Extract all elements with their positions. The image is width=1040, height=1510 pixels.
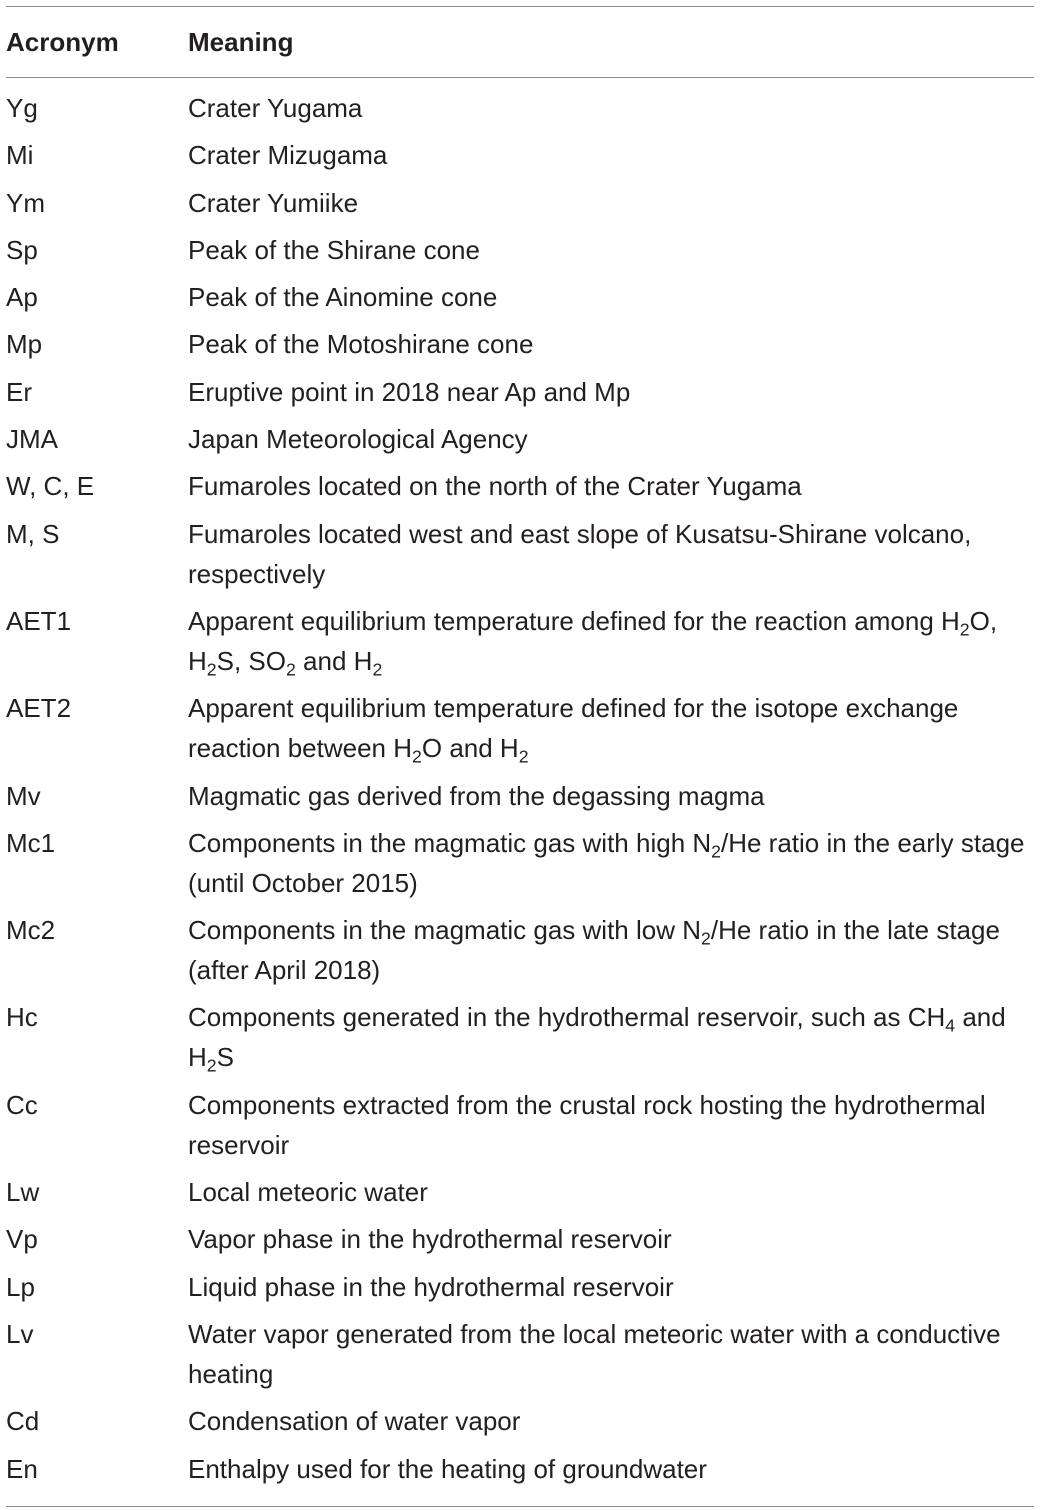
meaning-cell: Components generated in the hydrothermal reservoir, such as $CH_4$ and $H_2S$ — [188, 1002, 1006, 1076]
acronym-cell: M, S — [6, 518, 60, 549]
table-row — [6, 419, 1040, 459]
acronym-cell: JMA — [6, 424, 58, 455]
acronym-cell: Cc — [6, 1089, 38, 1120]
table-row — [6, 135, 1040, 175]
table-row — [6, 88, 1040, 128]
meaning-cell: Components extracted from the crustal rock hosting the hydrothermal reservoir — [188, 1089, 986, 1160]
table-row — [6, 324, 1040, 364]
table-row — [6, 183, 1040, 223]
table-row — [6, 1314, 1040, 1394]
header-meaning: Meaning — [188, 26, 294, 57]
meaning-cell: Crater Mizugama — [188, 140, 388, 171]
acronym-cell: Yg — [6, 93, 38, 123]
acronym-cell: Lp — [6, 1271, 35, 1302]
acronym-cell: Sp — [6, 234, 38, 265]
table-row — [6, 997, 1040, 1077]
acronym-cell: En — [6, 1453, 38, 1484]
acronym-cell: Ym — [6, 187, 45, 218]
table-row — [6, 910, 1040, 990]
acronym-cell: Mi — [6, 140, 34, 171]
table-row — [6, 466, 1040, 506]
meaning-cell: Crater Yugama — [188, 93, 363, 123]
acronym-cell: Er — [6, 376, 32, 407]
meaning-cell: Local meteoric water — [188, 1177, 428, 1208]
table-header — [6, 7, 1040, 77]
acronym-cell: AET2 — [6, 693, 72, 724]
meaning-cell: Peak of the Motoshirane cone — [188, 329, 534, 360]
meaning-cell: Eruptive point in 2018 near Ap and Mp — [188, 376, 631, 407]
acronym-cell: Hc — [6, 1002, 38, 1033]
meaning-cell: Vapor phase in the hydrothermal reservoir — [188, 1224, 672, 1255]
meaning-cell: Japan Meteorological Agency — [188, 424, 528, 455]
table-row — [6, 1085, 1040, 1165]
table-row — [6, 776, 1040, 816]
meaning-cell: Peak of the Ainomine cone — [188, 282, 498, 313]
acronym-table — [6, 0, 1040, 1507]
table-row — [6, 372, 1040, 412]
bottom-rule — [6, 1506, 1034, 1507]
table-row — [6, 514, 1040, 594]
meaning-cell: Water vapor generated from the local meteoric water with a conductive heating — [188, 1318, 1001, 1389]
table-row — [6, 688, 1040, 768]
table-row — [6, 601, 1040, 681]
meaning-cell: Crater Yumiike — [188, 187, 359, 218]
acronym-cell: Lw — [6, 1177, 40, 1208]
table-row — [6, 277, 1040, 317]
acronym-cell: Mc2 — [6, 915, 56, 946]
table-row — [6, 823, 1040, 903]
meaning-cell: Apparent equilibrium temperature defined for the isotope exchange reaction between $H_2O$ and $H_2$ — [188, 693, 959, 767]
meaning-cell: Condensation of water vapor — [188, 1406, 521, 1437]
meaning-cell: Components in the magmatic gas with low $N_2/He$ ratio in the late stage (after April 2018) — [188, 915, 1000, 986]
acronym-cell: Mv — [6, 780, 41, 811]
table-row — [6, 1172, 1040, 1212]
meaning-cell: Magmatic gas derived from the degassing magma — [188, 780, 765, 811]
acronym-cell: Ap — [6, 282, 38, 313]
table-row — [6, 230, 1040, 270]
table-body — [6, 78, 1040, 1506]
table-row — [6, 1219, 1040, 1259]
meaning-cell: Liquid phase in the hydrothermal reservoir — [188, 1271, 674, 1302]
acronym-cell: Lv — [6, 1318, 34, 1349]
acronym-cell: Mc1 — [6, 827, 56, 858]
meaning-cell: Components in the magmatic gas with high $N_2/He$ ratio in the early stage (until October 2015) — [188, 827, 1025, 898]
header-acronym: Acronym — [6, 26, 119, 57]
acronym-cell: Cd — [6, 1406, 40, 1437]
acronym-cell: Vp — [6, 1224, 38, 1255]
table-row — [6, 1401, 1040, 1441]
acronym-cell: W, C, E — [6, 471, 95, 502]
table-row — [6, 1449, 1040, 1489]
meaning-cell: Apparent equilibrium temperature defined for the reaction among $H_2O$, $H_2S$, $SO_2$ and $H_2$ — [188, 605, 998, 680]
meaning-cell: Fumaroles located on the north of the Crater Yugama — [188, 471, 802, 502]
table-row — [6, 1267, 1040, 1307]
acronym-cell: AET1 — [6, 605, 72, 636]
meaning-cell: Fumaroles located west and east slope of Kusatsu-Shirane volcano, respectively — [188, 518, 972, 589]
meaning-cell: Enthalpy used for the heating of groundwater — [188, 1453, 707, 1484]
meaning-cell: Peak of the Shirane cone — [188, 234, 480, 265]
acronym-cell: Mp — [6, 329, 43, 360]
